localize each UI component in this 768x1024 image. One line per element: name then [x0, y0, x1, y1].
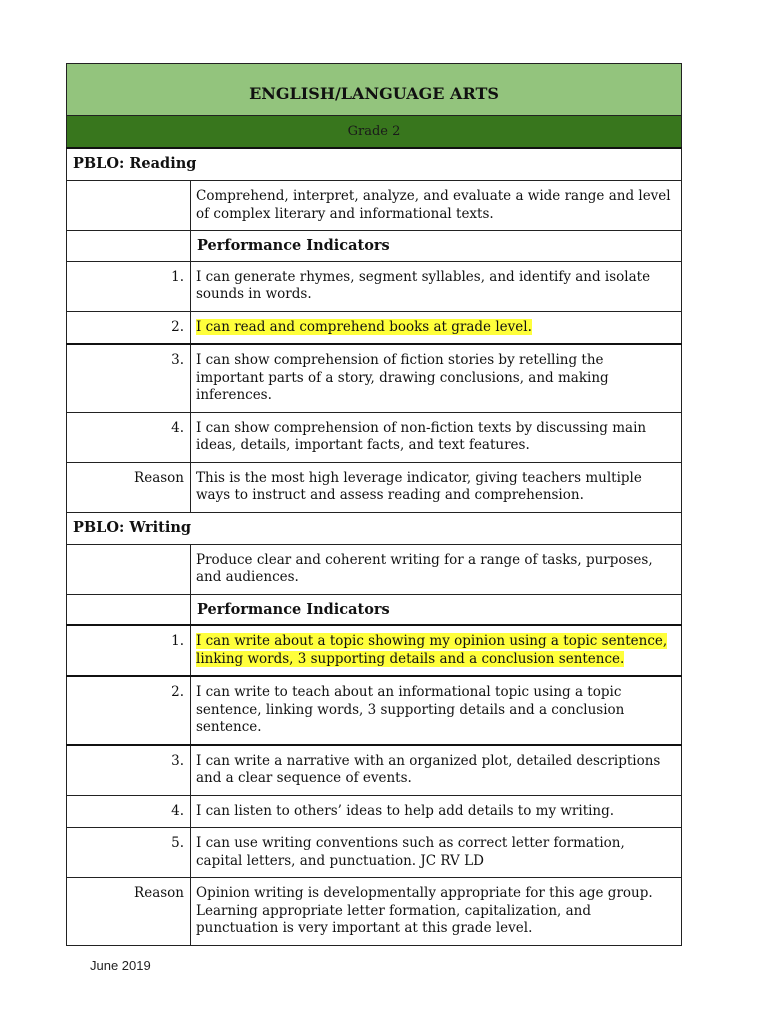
writing-reason: Opinion writing is developmentally appropriate for this age group. Learning appropriate letter formation, capitalization, and punctuation is very important at this grade level. [191, 878, 682, 946]
indicator-text: I can write to teach about an informational topic using a topic sentence, linking words, 3 supporting details and a conclusion sentence. [191, 676, 682, 745]
page-title: ENGLISH/LANGUAGE ARTS [67, 64, 682, 116]
writing-pblo-label: PBLO: Writing [67, 512, 682, 544]
indicator-number: 4. [67, 412, 191, 462]
ela-document [66, 63, 681, 946]
indicator-number: 1. [67, 625, 191, 676]
indicator-text: I can write a narrative with an organized plot, detailed descriptions and a clear sequence of events. [191, 745, 682, 796]
indicator-number: 1. [67, 261, 191, 311]
indicator-number: 2. [67, 676, 191, 745]
indicator-text: I can show comprehension of fiction stories by retelling the important parts of a story, drawing conclusions, and making inferences. [191, 344, 682, 412]
reading-reason: This is the most high leverage indicator, giving teachers multiple ways to instruct and assess reading and comprehension. [191, 462, 682, 512]
table-row [67, 311, 682, 344]
table-row [67, 412, 682, 462]
table-row [67, 795, 682, 828]
indicator-number: 5. [67, 828, 191, 878]
indicator-number: 3. [67, 745, 191, 796]
title-row [67, 64, 682, 116]
indicator-number: 4. [67, 795, 191, 828]
writing-pi-label: Performance Indicators [191, 594, 682, 625]
reason-label: Reason [67, 878, 191, 946]
highlighted-indicator-text: I can write about a topic showing my opinion using a topic sentence, linking words, 3 supporting details and a conclusion sentence. [196, 633, 668, 667]
reason-label: Reason [67, 462, 191, 512]
reading-pblo-label: PBLO: Reading [67, 148, 682, 181]
footer-date: June 2019 [90, 958, 151, 973]
indicator-number: 3. [67, 344, 191, 412]
highlighted-indicator-text: I can read and comprehend books at grade level. [196, 318, 532, 335]
indicator-text: I can show comprehension of non-fiction texts by discussing main ideas, details, important facts, and text features. [191, 412, 682, 462]
writing-description: Produce clear and coherent writing for a range of tasks, purposes, and audiences. [191, 544, 682, 594]
writing-pi-header-row [67, 594, 682, 625]
table-row [67, 676, 682, 745]
table-row [67, 745, 682, 796]
reading-description: Comprehend, interpret, analyze, and evaluate a wide range and level of complex literary and informational texts. [191, 181, 682, 231]
writing-section-row [67, 512, 682, 544]
reading-pi-header-row [67, 231, 682, 262]
reading-description-row [67, 181, 682, 231]
table-row [67, 625, 682, 676]
grade-label: Grade 2 [67, 116, 682, 149]
indicator-number: 2. [67, 311, 191, 344]
writing-reason-row [67, 878, 682, 946]
writing-description-row [67, 544, 682, 594]
table-row [67, 828, 682, 878]
reading-reason-row [67, 462, 682, 512]
pblo-table [66, 63, 682, 946]
table-row [67, 261, 682, 311]
reading-section-row [67, 148, 682, 181]
indicator-text: I can listen to others’ ideas to help add details to my writing. [191, 795, 682, 828]
reading-pi-label: Performance Indicators [191, 231, 682, 262]
indicator-text: I can generate rhymes, segment syllables, and identify and isolate sounds in words. [191, 261, 682, 311]
table-row [67, 344, 682, 412]
grade-row [67, 116, 682, 149]
indicator-text: I can use writing conventions such as correct letter formation, capital letters, and punctuation. JC RV LD [191, 828, 682, 878]
